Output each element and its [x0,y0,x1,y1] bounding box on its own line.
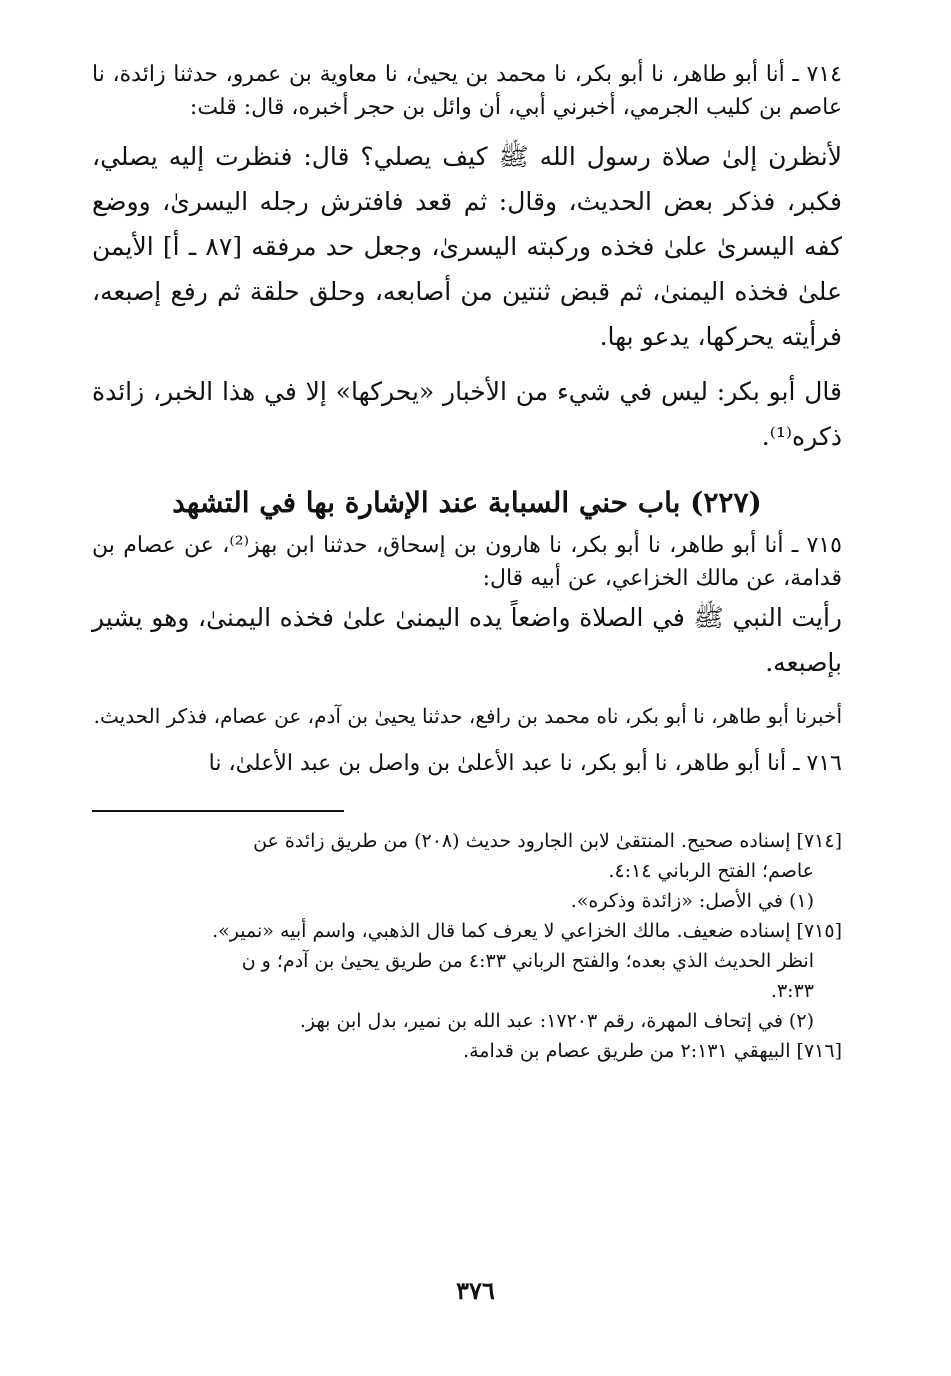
chapter-heading: (٢٢٧) باب حني السبابة عند الإشارة بها في التشهد [172,486,762,519]
footnote-715-c: ٣:٣٣. [770,980,814,1002]
hadith-714-matn: لأنظرن إلىٰ صلاة رسول الله ﷺ كيف يصلي؟ قال: فنظرت إليه يصلي، فكبر، فذكر بعض الحديث، وقال: ثم قعد فافترش رجله اليسرىٰ، ووضع كفه اليسرىٰ علىٰ فخذه وركبته اليسرىٰ، وجعل حد مرفقه [٨٧ ـ أ] الأيمن علىٰ فخذه اليمنىٰ، ثم قبض ثنتين من أصابعه، وحلق حلقة ثم رفع إصبعه، فرأيته يحركها، يدعو بها. [92,142,842,351]
footnote-1: (١) في الأصل: «زائدة وذكره». [570,890,814,912]
hadith-714-comment: قال أبو بكر: ليس في شيء من الأخبار «يحركها» إلا في هذا الخبر، زائدة ذكره⁽¹⁾. [92,377,842,451]
footnote-714-b: عاصم؛ الفتح الرباني ٤:١٤. [608,860,814,882]
footnote-715-a: [٧١٥] إسناده ضعيف. مالك الخزاعي لا يعرف كما قال الذهبي، واسم أبيه «نمير». [212,920,842,942]
hadith-715-alt-chain: أخبرنا أبو طاهر، نا أبو بكر، ناه محمد بن رافع، حدثنا يحيىٰ بن آدم، عن عصام، فذكر الحديث. [93,704,842,728]
hadith-715-matn: رأيت النبي ﷺ في الصلاة واضعاً يده اليمنىٰ علىٰ فخذه اليمنىٰ، وهو يشير بإصبعه. [92,603,842,677]
footnote-716: [٧١٦] البيهقي ٢:١٣١ من طريق عصام بن قدامة. [463,1040,842,1062]
hadith-714-isnad: ٧١٤ ـ أنا أبو طاهر، نا أبو بكر، نا محمد بن يحيىٰ، نا معاوية بن عمرو، حدثنا زائدة، نا عاصم بن كليب الجرمي، أخبرني أبي، أن وائل بن حجر أخبره، قال: قلت: [92,62,842,120]
hadith-716-isnad: ٧١٦ ـ أنا أبو طاهر، نا أبو بكر، نا عبد الأعلىٰ بن واصل بن عبد الأعلىٰ، نا [208,751,842,776]
page-number: ٣٧٦ [456,1276,495,1305]
footnote-2: (٢) في إتحاف المهرة، رقم ١٧٢٠٣: عبد الله بن نمير، بدل ابن بهز. [299,1010,814,1032]
footnote-divider [92,810,344,812]
footnote-715-b: انظر الحديث الذي بعده؛ والفتح الرباني ٤:٣٣ من طريق يحيىٰ بن آدم؛ و ن [241,950,814,972]
hadith-715-isnad: ٧١٥ ـ أنا أبو طاهر، نا أبو بكر، نا هارون بن إسحاق، حدثنا ابن بهز⁽²⁾، عن عصام بن قدامة، عن مالك الخزاعي، عن أبيه قال: [92,533,842,591]
page-body [92,58,842,1358]
footnote-714-a: [٧١٤] إسناده صحيح. المنتقىٰ لابن الجارود حديث (٢٠٨) من طريق زائدة عن [253,830,842,852]
